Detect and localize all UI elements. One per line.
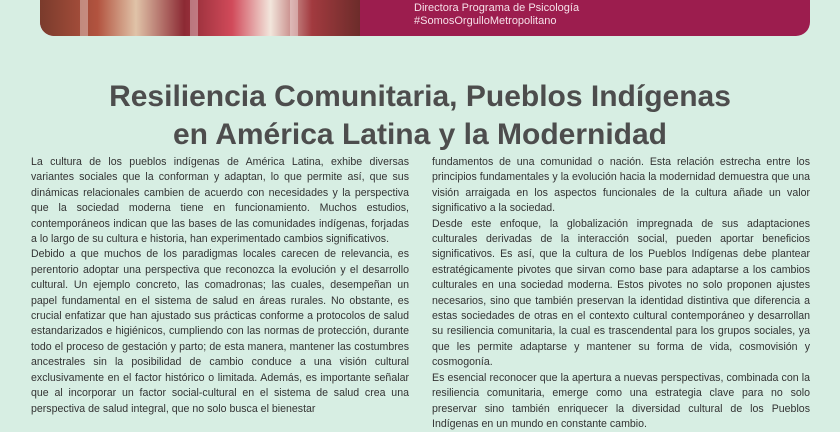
- photo-detail: [80, 0, 88, 36]
- author-role: Directora Programa de Psicología: [414, 2, 580, 14]
- paragraph: Debido a que muchos de los paradigmas locales carecen de relevancia, es perentorio adoptar una perspectiva que reconozca la evolución y el desarrollo cultural. Un ejemplo concreto, las comadronas; las cuales, desempeñan un papel fundamental en el sistema de salud en áreas rurales. No obstante, es crucial enfatizar que han ajustado sus prácticas conforme a protocolos de salud estandarizados e higiénicos, cumpliendo con las normas de protección, durante todo el proceso de gestación y parto; de esta manera, mantener las costumbres ancestrales sin la posibilidad de cambio conduce a una visión cultural exclusivamente en el factor histórico o limitada. Además, es importante señalar que al incorporar un factor social-cultural en el sistema de salud crea una perspectiva de salud integral, que no solo busca el bienestar: [31, 248, 409, 415]
- title-line-1: Resiliencia Comunitaria, Pueblos Indígenas: [109, 80, 731, 114]
- title-line-2: en América Latina y la Modernidad: [172, 118, 668, 152]
- paragraph: Desde este enfoque, la globalización impregnada de sus adaptaciones culturales derivadas de la interacción social, pueden aportar beneficios significativos. Es así, que la cultura de los Pueblos Indígenas debe plantear estratégicamente pivotes que sirvan como base para adaptarse a los cambios culturales en una sociedad moderna. Estos pivotes no solo proponen ajustes necesarios, sino que también preservan la identidad distintiva que diferencia a estas sociedades de otras en el contexto cultural contemporáneo y desarrollan su resiliencia comunitaria, la cual es trascendental para los grupos sociales, ya que les permite adaptarse y mantener su forma de vida, cosmovisión y cosmogonía.: [432, 217, 810, 369]
- left-column: [31, 155, 409, 417]
- photo-detail: [190, 0, 198, 36]
- header-banner: [40, 0, 810, 36]
- article-title: [0, 78, 840, 154]
- paragraph: Es esencial reconocer que la apertura a nuevas perspectivas, combinada con la resiliencia comunitaria, emerge como una estrategia clave para no solo preservar sino también enriquecer la diversidad cultural de los Pueblos Indígenas en un mundo en constante cambio.: [432, 371, 810, 430]
- right-column: [432, 155, 810, 432]
- hashtag: #SomosOrgulloMetropolitano: [414, 15, 557, 27]
- paragraph: La cultura de los pueblos indígenas de América Latina, exhibe diversas variantes sociales que la conforman y adaptan, lo que permite así, que sus dinámicas relacionales cambien de acuerdo con necesidades y la perspectiva que la sociedad moderna tiene en funcionamiento. Muchos estudios, contemporáneos indican que las bases de las comunidades indígenas, forjadas a lo largo de su cultura e historia, han experimentado cambios significativos.: [31, 156, 409, 246]
- photo-detail: [290, 0, 298, 36]
- header-photo: [40, 0, 360, 36]
- paragraph: fundamentos de una comunidad o nación. Esta relación estrecha entre los principios fundamentales y la evolución hacia la modernidad demuestra que una visión arraigada en los aspectos funcionales de la cultura añade un valor significativo a la sociedad.: [432, 156, 810, 215]
